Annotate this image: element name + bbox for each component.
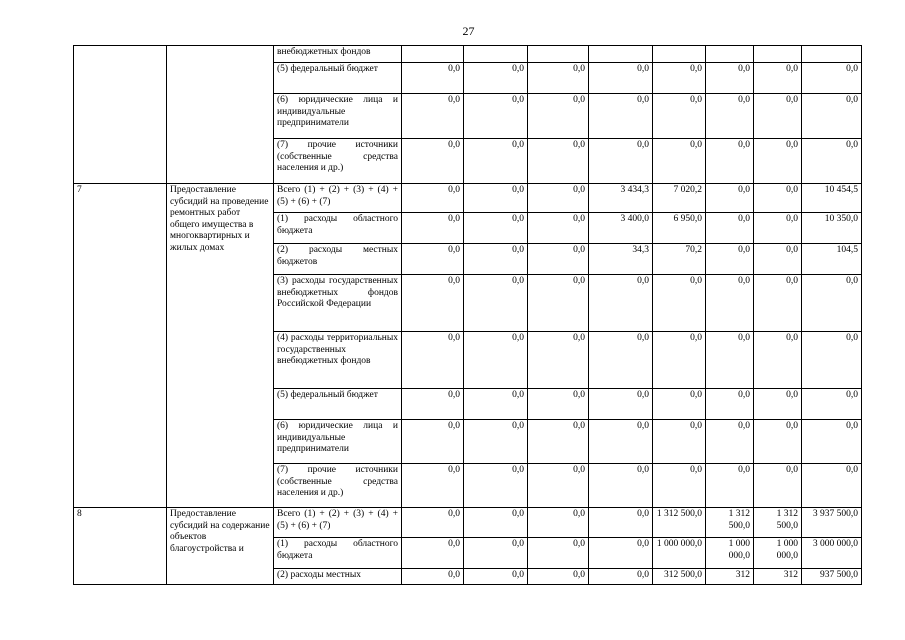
value-cell: 0,0 bbox=[589, 94, 653, 139]
value-cell: 0,0 bbox=[754, 244, 802, 275]
value-cell: 0,0 bbox=[402, 569, 464, 585]
funding-source-cell: Всего (1) + (2) + (3) + (4) + (5) + (6) + (7) bbox=[274, 508, 402, 538]
funding-source-cell: (5) федеральный бюджет bbox=[274, 63, 402, 94]
value-cell: 0,0 bbox=[653, 63, 706, 94]
value-cell: 0,0 bbox=[754, 213, 802, 244]
value-cell: 1 312 500,0 bbox=[706, 508, 754, 538]
value-cell: 0,0 bbox=[653, 389, 706, 420]
value-cell: 0,0 bbox=[402, 244, 464, 275]
value-cell: 0,0 bbox=[464, 213, 528, 244]
value-cell: 0,0 bbox=[754, 389, 802, 420]
value-cell: 0,0 bbox=[528, 332, 589, 389]
value-cell: 0,0 bbox=[754, 94, 802, 139]
value-cell: 0,0 bbox=[802, 389, 862, 420]
value-cell: 312 bbox=[706, 569, 754, 585]
value-cell: 0,0 bbox=[754, 184, 802, 213]
value-cell bbox=[402, 46, 464, 63]
value-cell: 0,0 bbox=[528, 94, 589, 139]
value-cell: 6 950,0 bbox=[653, 213, 706, 244]
value-cell: 0,0 bbox=[706, 213, 754, 244]
funding-source-cell: внебюджетных фондов bbox=[274, 46, 402, 63]
item-number-cell bbox=[74, 46, 167, 184]
value-cell: 0,0 bbox=[528, 420, 589, 464]
value-cell: 0,0 bbox=[802, 139, 862, 184]
value-cell: 0,0 bbox=[402, 94, 464, 139]
value-cell: 0,0 bbox=[706, 63, 754, 94]
value-cell: 0,0 bbox=[402, 464, 464, 508]
value-cell: 0,0 bbox=[653, 94, 706, 139]
value-cell: 7 020,2 bbox=[653, 184, 706, 213]
value-cell: 1 312 500,0 bbox=[653, 508, 706, 538]
value-cell bbox=[754, 46, 802, 63]
value-cell: 0,0 bbox=[706, 420, 754, 464]
value-cell: 0,0 bbox=[706, 464, 754, 508]
value-cell: 0,0 bbox=[402, 332, 464, 389]
value-cell bbox=[706, 46, 754, 63]
value-cell: 0,0 bbox=[653, 275, 706, 332]
value-cell: 0,0 bbox=[589, 508, 653, 538]
value-cell: 0,0 bbox=[653, 420, 706, 464]
value-cell: 0,0 bbox=[528, 63, 589, 94]
funding-source-cell: (2) расходы местных bbox=[274, 569, 402, 585]
value-cell: 0,0 bbox=[653, 332, 706, 389]
value-cell: 0,0 bbox=[464, 538, 528, 569]
value-cell: 0,0 bbox=[402, 420, 464, 464]
item-name-cell bbox=[167, 46, 274, 184]
value-cell: 0,0 bbox=[589, 139, 653, 184]
value-cell: 1 000 000,0 bbox=[754, 538, 802, 569]
value-cell: 0,0 bbox=[706, 139, 754, 184]
value-cell: 0,0 bbox=[653, 139, 706, 184]
item-number-cell: 8 bbox=[74, 508, 167, 585]
table-row bbox=[74, 184, 862, 213]
value-cell: 0,0 bbox=[802, 464, 862, 508]
value-cell: 0,0 bbox=[706, 389, 754, 420]
value-cell: 0,0 bbox=[802, 332, 862, 389]
value-cell bbox=[802, 46, 862, 63]
value-cell: 0,0 bbox=[589, 63, 653, 94]
value-cell: 0,0 bbox=[653, 464, 706, 508]
value-cell: 0,0 bbox=[402, 508, 464, 538]
value-cell bbox=[528, 46, 589, 63]
value-cell: 0,0 bbox=[528, 139, 589, 184]
value-cell: 0,0 bbox=[528, 389, 589, 420]
value-cell: 937 500,0 bbox=[802, 569, 862, 585]
funding-source-cell: (2) расходы местных бюджетов bbox=[274, 244, 402, 275]
funding-source-cell: (5) федеральный бюджет bbox=[274, 389, 402, 420]
value-cell: 0,0 bbox=[464, 184, 528, 213]
value-cell: 0,0 bbox=[802, 275, 862, 332]
value-cell: 0,0 bbox=[464, 569, 528, 585]
value-cell: 0,0 bbox=[589, 275, 653, 332]
funding-source-cell: (6) юридические лица и индивидуальные предприниматели bbox=[274, 420, 402, 464]
value-cell: 70,2 bbox=[653, 244, 706, 275]
value-cell: 0,0 bbox=[528, 213, 589, 244]
value-cell: 0,0 bbox=[802, 420, 862, 464]
value-cell: 0,0 bbox=[706, 244, 754, 275]
value-cell: 0,0 bbox=[754, 464, 802, 508]
value-cell: 34,3 bbox=[589, 244, 653, 275]
page-number: 27 bbox=[462, 24, 475, 38]
value-cell: 0,0 bbox=[464, 275, 528, 332]
funding-source-cell: (1) расходы областного бюджета bbox=[274, 213, 402, 244]
value-cell: 0,0 bbox=[528, 538, 589, 569]
value-cell: 0,0 bbox=[754, 139, 802, 184]
value-cell: 0,0 bbox=[464, 139, 528, 184]
funding-source-cell: (7) прочие источники (собственные средства населения и др.) bbox=[274, 139, 402, 184]
value-cell: 312 bbox=[754, 569, 802, 585]
value-cell: 0,0 bbox=[706, 94, 754, 139]
value-cell: 0,0 bbox=[802, 63, 862, 94]
value-cell: 3 000 000,0 bbox=[802, 538, 862, 569]
value-cell: 0,0 bbox=[402, 275, 464, 332]
value-cell: 10 454,5 bbox=[802, 184, 862, 213]
value-cell: 0,0 bbox=[528, 508, 589, 538]
value-cell: 0,0 bbox=[528, 184, 589, 213]
table-row bbox=[74, 508, 862, 538]
value-cell bbox=[464, 46, 528, 63]
funding-source-cell: (4) расходы территориальных государственных внебюджетных фондов bbox=[274, 332, 402, 389]
value-cell: 0,0 bbox=[464, 420, 528, 464]
value-cell bbox=[589, 46, 653, 63]
value-cell: 1 312 500,0 bbox=[754, 508, 802, 538]
value-cell: 0,0 bbox=[754, 275, 802, 332]
value-cell: 10 350,0 bbox=[802, 213, 862, 244]
value-cell: 0,0 bbox=[464, 389, 528, 420]
value-cell: 0,0 bbox=[402, 139, 464, 184]
value-cell: 312 500,0 bbox=[653, 569, 706, 585]
value-cell: 0,0 bbox=[464, 508, 528, 538]
value-cell: 0,0 bbox=[754, 63, 802, 94]
value-cell: 0,0 bbox=[589, 464, 653, 508]
value-cell: 0,0 bbox=[464, 464, 528, 508]
value-cell: 0,0 bbox=[589, 389, 653, 420]
value-cell: 0,0 bbox=[528, 275, 589, 332]
funding-source-cell: Всего (1) + (2) + (3) + (4) + (5) + (6) + (7) bbox=[274, 184, 402, 213]
value-cell: 0,0 bbox=[706, 184, 754, 213]
funding-source-cell: (6) юридические лица и индивидуальные предприниматели bbox=[274, 94, 402, 139]
value-cell: 0,0 bbox=[754, 420, 802, 464]
value-cell: 0,0 bbox=[528, 569, 589, 585]
value-cell: 0,0 bbox=[528, 244, 589, 275]
value-cell: 0,0 bbox=[528, 464, 589, 508]
value-cell: 0,0 bbox=[706, 275, 754, 332]
value-cell: 0,0 bbox=[464, 332, 528, 389]
funding-source-cell: (3) расходы государственных внебюджетных фондов Российской Федерации bbox=[274, 275, 402, 332]
item-name-cell: Предоставление субсидий на содержание объектов благоустройства и bbox=[167, 508, 274, 585]
funding-source-cell: (1) расходы областного бюджета bbox=[274, 538, 402, 569]
value-cell: 0,0 bbox=[589, 569, 653, 585]
value-cell: 0,0 bbox=[589, 332, 653, 389]
value-cell: 3 400,0 bbox=[589, 213, 653, 244]
budget-table bbox=[73, 45, 862, 585]
value-cell: 0,0 bbox=[706, 332, 754, 389]
value-cell: 0,0 bbox=[464, 94, 528, 139]
value-cell: 0,0 bbox=[402, 389, 464, 420]
value-cell: 104,5 bbox=[802, 244, 862, 275]
value-cell: 0,0 bbox=[402, 184, 464, 213]
item-number-cell: 7 bbox=[74, 184, 167, 508]
value-cell: 0,0 bbox=[464, 63, 528, 94]
value-cell bbox=[653, 46, 706, 63]
value-cell: 3 937 500,0 bbox=[802, 508, 862, 538]
value-cell: 0,0 bbox=[802, 94, 862, 139]
table-row bbox=[74, 46, 862, 63]
value-cell: 0,0 bbox=[464, 244, 528, 275]
value-cell: 0,0 bbox=[402, 213, 464, 244]
value-cell: 1 000 000,0 bbox=[706, 538, 754, 569]
value-cell: 0,0 bbox=[589, 420, 653, 464]
value-cell: 0,0 bbox=[754, 332, 802, 389]
funding-source-cell: (7) прочие источники (собственные средства населения и др.) bbox=[274, 464, 402, 508]
value-cell: 0,0 bbox=[589, 538, 653, 569]
value-cell: 0,0 bbox=[402, 538, 464, 569]
value-cell: 3 434,3 bbox=[589, 184, 653, 213]
value-cell: 0,0 bbox=[402, 63, 464, 94]
item-name-cell: Предоставление субсидий на проведение ремонтных работ общего имущества в многоквартирных и жилых домах bbox=[167, 184, 274, 508]
value-cell: 1 000 000,0 bbox=[653, 538, 706, 569]
